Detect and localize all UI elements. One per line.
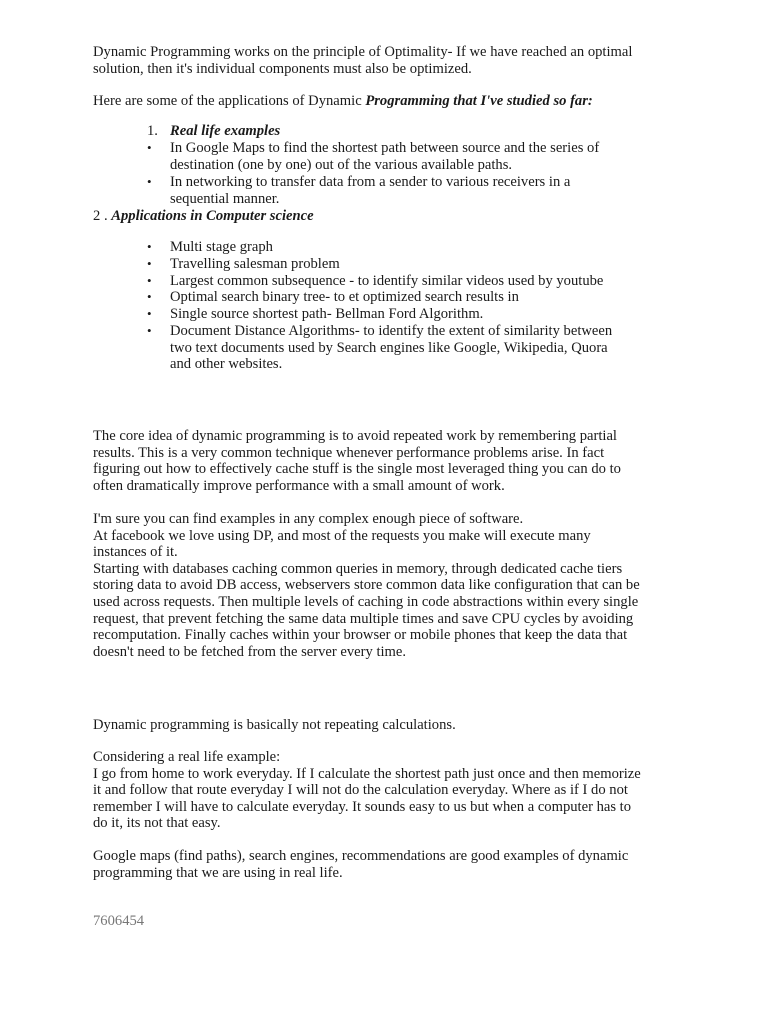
paragraph-definition [93,717,693,734]
section-title: Applications in Computer science [111,208,314,224]
text-line: Document Distance Algorithms- to identify the extent of similarity between [170,323,613,339]
list-number: 1. [147,123,158,139]
text-line: recomputation. Finally caches within your browser or mobile phones that keep the data that [93,627,628,644]
list-number: 2 . [93,208,112,224]
text-line: do it, its not that easy. [93,815,221,832]
text-line: Largest common subsequence - to identify similar videos used by youtube [170,273,604,289]
text-line: and other websites. [170,356,283,373]
text-line: Dynamic Programming works on the principle of Optimality- If we have reached an optimal [93,44,633,60]
text-line: it and follow that route everyday I will not do the calculation everyday. Where as if I do not [93,782,628,799]
text-line: solution, then it's individual components must also be optimized. [93,60,472,77]
text-line: Dynamic programming is basically not repeating calculations. [93,717,456,733]
text-line: Travelling salesman problem [170,256,340,272]
paragraph-optimality [93,44,693,77]
paragraph-facebook-examples [93,511,693,660]
text-line: At facebook we love using DP, and most of the requests you make will execute many [93,527,591,544]
text-line: Optimal search binary tree- to et optimized search results in [170,289,519,305]
text-line: storing data to avoid DB access, webservers store common data like configuration that can be [93,577,640,594]
paragraph-applications-intro [93,93,693,110]
text-line: results. This is a very common technique whenever performance problems arise. In fact [93,444,605,461]
bullet-icon: • [147,140,152,155]
section-title: Real life examples [170,123,281,139]
text-line: figuring out how to effectively cache stuff is the single most leveraged thing you can do to [93,461,621,478]
text-line: Single source shortest path- Bellman Ford Algorithm. [170,306,484,322]
bullet-icon: • [147,239,152,254]
text-line: In networking to transfer data from a sender to various receivers in a [170,174,571,190]
bullet-icon: • [147,273,152,288]
text-line: remember I will have to calculate everyday. It sounds easy to us but when a computer has to [93,798,632,815]
section-heading-computer-science [93,208,693,225]
text-line: destination (one by one) out of the various available paths. [170,156,513,173]
text-line: two text documents used by Search engines like Google, Wikipedia, Quora [170,339,608,356]
section-computer-science-list [93,239,693,379]
paragraph-core-idea [93,428,693,494]
text-line: Google maps (find paths), search engines, recommendations are good examples of dynamic [93,848,629,864]
text-line: often dramatically improve performance with a small amount of work. [93,477,505,494]
text-line: The core idea of dynamic programming is to avoid repeated work by remembering partial [93,428,617,444]
bullet-icon: • [147,289,152,304]
text-line: request, that prevent fetching the same data multiple times and save CPU cycles by avoiding [93,610,634,627]
text-line: In Google Maps to find the shortest path between source and the series of [170,140,600,156]
paragraph-google-maps [93,848,693,881]
text-line: I go from home to work everyday. If I calculate the shortest path just once and then memorize [93,765,641,782]
bullet-icon: • [147,174,152,189]
bullet-icon: • [147,323,152,338]
paragraph-real-life-example [93,749,693,832]
text-line: Starting with databases caching common queries in memory, through dedicated cache tiers [93,560,623,577]
text-line: programming that we are using in real life. [93,864,343,881]
text-line: doesn't need to be fetched from the server every time. [93,643,407,660]
text-line: used across requests. Then multiple levels of caching in code abstractions within every single [93,593,639,610]
text-line: I'm sure you can find examples in any complex enough piece of software. [93,511,524,527]
document-id: 7606454 [93,913,145,929]
bullet-icon: • [147,256,152,271]
text-line: sequential manner. [170,190,280,207]
text-line: Multi stage graph [170,239,273,255]
text-line: Considering a real life example: [93,749,281,765]
text-line: instances of it. [93,544,178,561]
intro-emphasis-text: Programming that I've studied so far: [365,93,593,109]
intro-plain-text: Here are some of the applications of Dynamic [93,93,366,109]
bullet-icon: • [147,306,152,321]
